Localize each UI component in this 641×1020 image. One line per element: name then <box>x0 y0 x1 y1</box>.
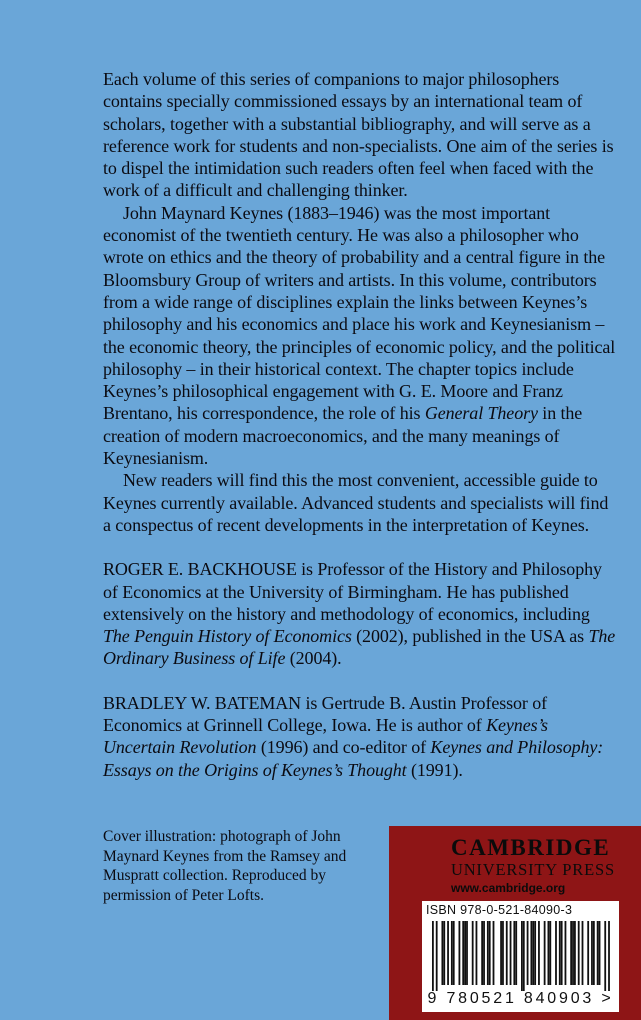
blurb-text <box>103 68 618 781</box>
publisher-subtitle: UNIVERSITY PRESS <box>451 860 615 879</box>
title-general-theory: General Theory <box>424 403 538 424</box>
publisher-panel <box>389 826 641 1020</box>
barcode-icon <box>432 921 610 991</box>
publisher-url: www.cambridge.org <box>451 881 566 895</box>
cover-illustration-credit: Cover illustration: photograph of John Maynard Keynes from the Ramsey and Muspratt collection. Reproduced by permission of Peter Lofts. <box>103 828 347 904</box>
series-description: Each volume of this series of companions to major philosophers contains specially commissioned essays by an international team of scholars, together with a substantial bibliography, and will serve as a reference work for students and non-specialists. One aim of the series is to dispel the intimidation such readers often feel when faced with the work of a difficult and challenging thinker. <box>103 69 614 201</box>
editor-bateman-bio: BRADLEY W. BATEMAN is Gertrude B. Austin Professor of Economics at Grinnell College, Iowa. He is author of Keynes’s Uncertain Revolution (1996) and co-editor of Keynes and Philosophy: Essays on the Origins of Keynes’s Thought (1991). <box>103 692 604 780</box>
barcode-digits: 9 780521 840903 > <box>427 990 614 1007</box>
editor-backhouse-bio: ROGER E. BACKHOUSE is Professor of the History and Philosophy of Economics at the University of Birmingham. He has published extensively on the history and methodology of economics, including The Penguin History of Economics (2002), published in the USA as The Ordinary Business of Life (2004). <box>103 559 616 669</box>
audience-description: New readers will find this the most convenient, accessible guide to Keynes currently available. Advanced students and specialists will find a conspectus of recent developments in the interpretation of Keynes. <box>103 470 609 535</box>
publisher-name: CAMBRIDGE <box>451 835 611 860</box>
barcode-box <box>422 901 619 1012</box>
volume-description: John Maynard Keynes (1883–1946) was the most important economist of the twentieth century. He was also a philosopher who wrote on ethics and the theory of probability and a central figure in the Bloomsbury Group of writers and artists. In this volume, contributors from a wide range of disciplines explain the links between Keynes’s philosophy and his economics and place his work and Keynesianism – the economic theory, the principles of economic policy, and the political philosophy – in their historical context. The chapter topics include Keynes’s philosophical engagement with G. E. Moore and Franz Brentano, his correspondence, the role of his General Theory in the creation of modern macroeconomics, and the many meanings of Keynesianism. <box>103 202 616 469</box>
isbn-label: ISBN 978-0-521-84090-3 <box>426 903 573 917</box>
